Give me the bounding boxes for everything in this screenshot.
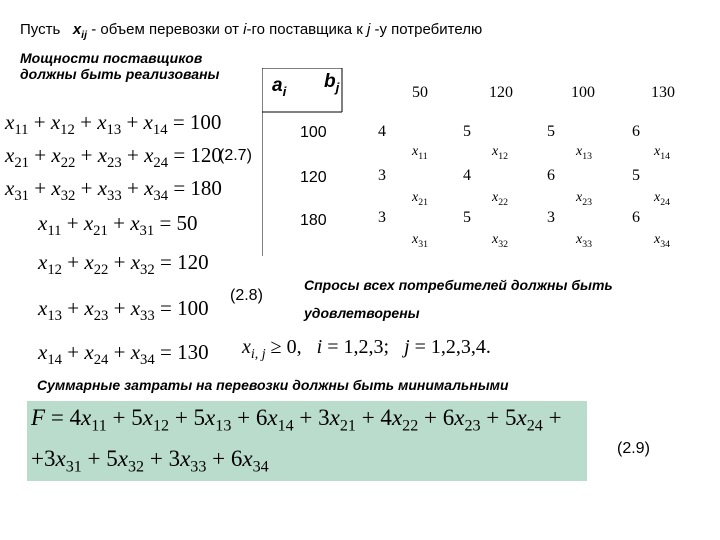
- var-1-1: $x_{11}$: [412, 144, 428, 162]
- var-3-2: $x_{32}$: [492, 232, 509, 250]
- demand-2: 120: [489, 84, 513, 101]
- var-2-1: $x_{21}$: [412, 190, 429, 208]
- corner-b: $b_j$: [324, 71, 340, 95]
- header-text-1: Пусть: [20, 21, 61, 38]
- header-text-4: -у потребителю: [374, 21, 483, 38]
- equation-label-2-7: (2.7): [219, 147, 252, 164]
- var-1-2: $x_{12}$: [492, 144, 509, 162]
- demand-caption-line-2: удовлетворены: [304, 305, 420, 321]
- supply-caption: [20, 50, 220, 82]
- cost-2-3: 6: [547, 167, 555, 184]
- cost-1-3: 5: [547, 123, 555, 140]
- supply-2: 120: [300, 169, 327, 186]
- equation-label-2-8: (2.8): [230, 287, 263, 304]
- header-var: $x_{ij}$: [72, 21, 88, 41]
- header-text-3: -го поставщика к: [246, 21, 363, 38]
- cost-1-2: 5: [463, 123, 471, 140]
- demand-caption-line-1: Спросы всех потребителей должны быть: [304, 277, 613, 293]
- demand-equation-4: $x_{14} + x_{24} + x_{34} = 130$: [38, 340, 209, 369]
- supply-equation-2: $x_{21} + x_{22} + x_{23} + x_{24} = 120$: [5, 143, 222, 172]
- demand-equation-1: $x_{11} + x_{21} + x_{31} = 50$: [38, 211, 198, 240]
- var-2-3: $x_{23}$: [576, 190, 593, 208]
- demand-3: 100: [571, 84, 595, 101]
- demand-4: 130: [651, 84, 675, 101]
- supply-1: 100: [300, 124, 327, 141]
- var-2-4: $x_{24}$: [654, 190, 671, 208]
- equation-label-2-9: (2.9): [617, 440, 650, 457]
- objective-line-2: $+3x_{31} + 5x_{32} + 3x_{33} + 6x_{34}$: [31, 446, 269, 476]
- cost-2-4: 5: [632, 167, 640, 184]
- cost-1-4: 6: [632, 123, 640, 140]
- cost-caption: Суммарные затраты на перевозки должны быть минимальными: [37, 377, 509, 393]
- var-3-1: $x_{31}$: [412, 232, 429, 250]
- cost-1-1: 4: [378, 123, 386, 140]
- cost-3-2: 5: [463, 209, 471, 226]
- header-j: j: [366, 21, 371, 38]
- cost-3-3: 3: [547, 209, 555, 226]
- var-1-3: $x_{13}$: [576, 144, 593, 162]
- cost-2-1: 3: [378, 167, 386, 184]
- cost-2-2: 4: [463, 167, 471, 184]
- var-3-3: $x_{33}$: [576, 232, 593, 250]
- header-text-2: - объем перевозки от: [91, 21, 239, 38]
- header-i: i: [243, 21, 247, 38]
- supply-caption-line-1: Мощности поставщиков: [20, 50, 203, 66]
- supply-caption-line-2: должны быть реализованы: [20, 66, 220, 82]
- cost-3-4: 6: [632, 209, 640, 226]
- transport-table: [262, 68, 716, 256]
- supply-equation-1: $x_{11} + x_{12} + x_{13} + x_{14} = 100$: [5, 110, 222, 139]
- header-line: [20, 21, 482, 41]
- demand-1: 50: [412, 84, 428, 101]
- var-3-4: $x_{34}$: [654, 232, 671, 250]
- objective-line-1: $F = 4x_{11} + 5x_{12} + 5x_{13} + 6x_{14} + 3x_{21} + 4x_{22} + 6x_{23} + 5x_{24}$ +: [31, 405, 562, 435]
- demand-equation-2: $x_{12} + x_{22} + x_{32} = 120$: [38, 250, 209, 279]
- nonnegativity-condition: $x_{i, j} \ge 0$, i = 1,2,3; j = 1,2,3,4.: [242, 336, 491, 362]
- var-1-4: $x_{14}$: [654, 144, 671, 162]
- cost-3-1: 3: [378, 209, 386, 226]
- demand-equation-3: $x_{13} + x_{23} + x_{33} = 100$: [38, 296, 209, 325]
- supply-equation-3: $x_{31} + x_{32} + x_{33} + x_{34} = 180$: [5, 176, 222, 205]
- supply-3: 180: [300, 212, 327, 229]
- corner-a: $a_i$: [272, 75, 287, 99]
- var-2-2: $x_{22}$: [492, 190, 509, 208]
